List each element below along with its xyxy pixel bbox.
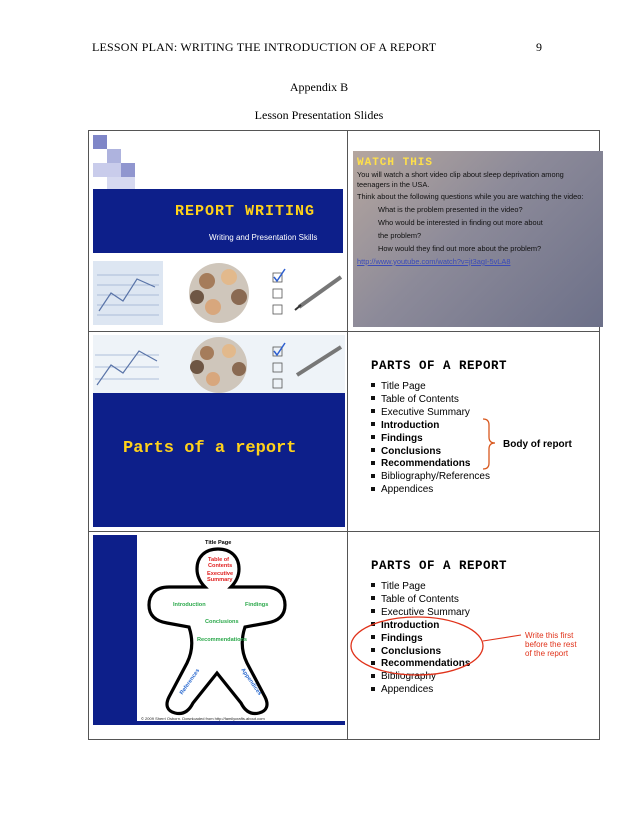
slide-title: Parts of a report [123,439,297,458]
list-item: Title Page [371,581,470,594]
slide-body [357,170,587,269]
question-3: How would they find out more about the problem? [378,243,542,253]
slide-title: WATCH THIS [357,157,434,169]
slide-subtitle: Writing and Presentation Skills [209,233,318,242]
list-item: Title Page [371,381,490,394]
appendix-label: Appendix B [289,80,349,94]
list-item: Introduction [371,620,470,633]
label-appendices: Appendices [239,667,263,697]
running-header: LESSON PLAN: WRITING THE INTRODUCTION OF A REPORT [92,40,437,54]
note-line-2: before the rest [525,640,577,650]
label-conclusions: Conclusions [205,619,239,625]
list-item: Bibliography/References [371,471,490,484]
list-item: Table of Contents [371,394,490,407]
page-number: 9 [536,40,542,54]
slide-title: PARTS OF A REPORT [371,359,508,373]
question-2: Who would be interested in finding out more about [378,217,543,227]
list-item: Executive Summary [371,607,470,620]
slide-parts-of-report-title [93,335,345,527]
list-item: Recommendations [371,658,470,671]
note-line-1: Write this first [525,631,574,640]
list-item: Appendices [371,684,470,697]
label-exec-2: Summary [207,577,233,583]
list-item: Findings [371,433,490,446]
slide-parts-write-first [349,535,599,727]
list-item: Recommendations [371,458,490,471]
list-item: Introduction [371,420,490,433]
label-toc-2: Contents [208,563,233,569]
list-item: Conclusions [371,446,490,459]
slide-gingerbread-diagram [93,535,345,727]
slide-parts-of-a-report-list [349,335,599,527]
write-first-note [525,631,599,659]
row-divider [89,531,599,532]
list-item: Appendices [371,484,490,497]
label-toc-1: Table of [208,557,230,563]
bullet-questions: Think about the following questions while you are watching the video: [357,191,584,201]
title-banner [93,393,345,527]
slide-decoration [93,335,345,395]
list-item: Executive Summary [371,407,490,420]
video-link[interactable]: http://www.youtube.com/watch?v=jt3agI-5vLA8 [357,256,511,266]
body-bracket [349,335,599,527]
title-banner [93,189,343,253]
slide-report-writing [93,135,345,327]
caption: Lesson Presentation Slides [254,108,384,122]
slide-title: REPORT WRITING [175,203,316,220]
note-line-3: of the report [525,649,569,659]
label-title-page: Title Page [205,540,232,546]
slide-title: PARTS OF A REPORT [371,559,508,573]
question-2-cont: the problem? [378,230,422,240]
list-item: Bibliography [371,671,470,684]
label-exec-1: Executive [207,571,234,577]
list-item: Findings [371,633,470,646]
label-references: References [178,667,202,697]
question-1: What is the problem presented in the video? [378,204,523,214]
label-introduction: Introduction [173,602,206,608]
list-item: Table of Contents [371,594,470,607]
bullet-video: You will watch a short video clip about sleep deprivation among teenagers in the USA. [357,170,564,189]
slide-watch-this [353,151,603,327]
copyright-footnote: © 2009 Sherri Osborn. Downloaded from http://familycrafts.about.com [141,716,265,721]
body-of-report-label: Body of report [503,439,572,450]
list-item: Conclusions [371,646,470,659]
row-divider [89,331,599,332]
column-divider [347,131,348,739]
label-recommendations: Recommendations [197,637,248,643]
label-findings: Findings [245,602,269,608]
slides-table [88,130,600,740]
